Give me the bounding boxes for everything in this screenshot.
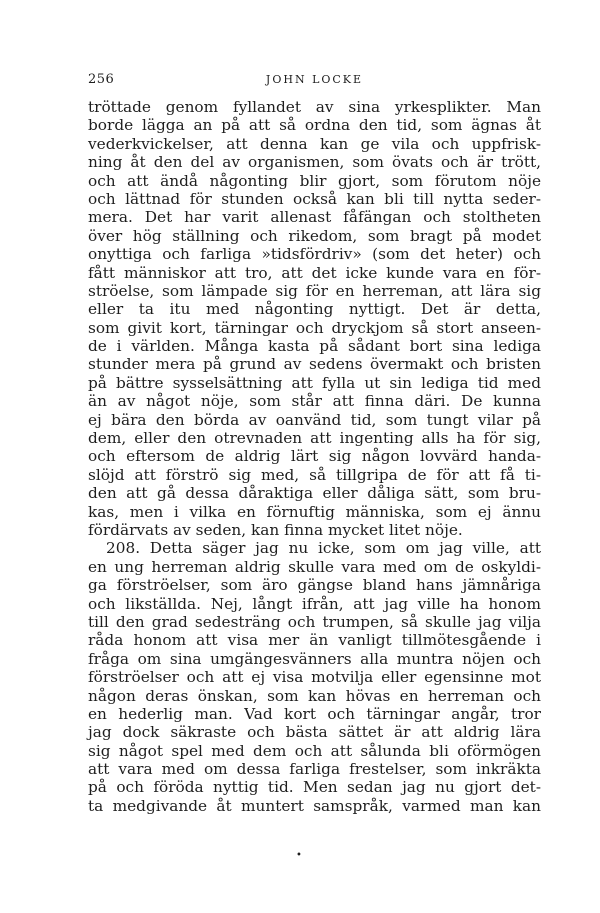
section-208-first-line: 208. Detta säger jag nu icke, som om jag ville, att: [106, 539, 541, 558]
text-line: fråga om sina umgängesvänners alla muntra nöjen och: [88, 649, 541, 668]
text-line: slöjd att förströ sig med, så tillgripa de för att få ti-: [88, 465, 541, 484]
text-line: eller ta itu med någonting nyttigt. Det är detta,: [88, 300, 541, 319]
text-line: ströelse, som lämpade sig för en herreman, att lära sig: [88, 281, 541, 300]
text-line: ej bära den börda av oanvänd tid, som tungt vilar på: [88, 410, 541, 429]
text-line: och att ändå någonting blir gjort, som förutom nöje: [88, 171, 541, 190]
text-line: onyttiga och farliga »tidsfördriv» (som det heter) och: [88, 245, 541, 264]
text-line: över hög ställning och rikedom, som bragt på modet: [88, 226, 541, 245]
text-line: på och föröda nyttig tid. Men sedan jag nu gjort det-: [88, 778, 541, 797]
text-line: mera. Det har varit allenast fåfängan och stoltheten: [88, 208, 541, 227]
running-title: JOHN LOCKE: [265, 73, 364, 86]
text-line: en ung herreman aldrig skulle vara med om de oskyldi-: [88, 557, 541, 576]
text-line: som givit kort, tärningar och dryckjom så stort anseen-: [88, 318, 541, 337]
text-line: sig något spel med dem och att sålunda bli oförmögen: [88, 741, 541, 760]
footer-mark: •: [296, 850, 302, 861]
text-line: vederkvickelser, att denna kan ge vila och uppfrisk-: [88, 134, 541, 153]
text-line: råda honom att visa mer än vanligt tillmötesgående i: [88, 631, 541, 650]
text-line: dem, eller den otrevnaden att ingenting alls ha för sig,: [88, 429, 541, 448]
text-line: att vara med om dessa farliga frestelser, som inkräkta: [88, 760, 541, 779]
text-line-partially-cut: ta medgivande åt muntert samspråk, varmed man kan: [88, 796, 541, 815]
page-number: 256: [88, 72, 115, 87]
text-line: till den grad sedesträng och trumpen, så skulle jag vilja: [88, 612, 541, 631]
text-line: de i världen. Många kasta på sådant bort sina lediga: [88, 337, 541, 356]
text-line: fått människor att tro, att det icke kunde vara en för-: [88, 263, 541, 282]
paragraph-end-line: fördärvats av seden, kan finna mycket litet nöje.: [88, 520, 463, 539]
text-line: och likställda. Nej, långt ifrån, att jag ville ha honom: [88, 594, 541, 613]
text-line: en hederlig man. Vad kort och tärningar angår, tror: [88, 704, 541, 723]
text-line: ning åt den del av organismen, som övats och är trött,: [88, 153, 541, 172]
text-line: stunder mera på grund av sedens övermakt och bristen: [88, 355, 541, 374]
text-line: förströelser och att ej visa motvilja eller egensinne mot: [88, 668, 541, 687]
running-head: [88, 72, 541, 90]
text-line: den att gå dessa dåraktiga eller dåliga sätt, som bru-: [88, 484, 541, 503]
text-line: ga förströelser, som äro gängse bland hans jämnåriga: [88, 576, 541, 595]
text-line: tröttade genom fyllandet av sina yrkesplikter. Man: [88, 98, 541, 116]
text-line: borde lägga an på att så ordna den tid, som ägnas åt: [88, 116, 541, 135]
text-line: och eftersom de aldrig lärt sig någon lovvärd handa-: [88, 447, 541, 466]
text-line: på bättre sysselsättning att fylla ut sin lediga tid med: [88, 373, 541, 392]
text-line: och lättnad för stunden också kan bli till nytta seder-: [88, 189, 541, 208]
text-line: än av något nöje, som står att finna däri. De kunna: [88, 392, 541, 411]
text-line: kas, men i vilka en förnuftig människa, som ej ännu: [88, 502, 541, 521]
text-line: jag dock säkraste och bästa sättet är att aldrig lära: [88, 723, 541, 742]
body-text: [88, 98, 541, 815]
text-line: någon deras önskan, som kan hövas en herreman och: [88, 686, 541, 705]
